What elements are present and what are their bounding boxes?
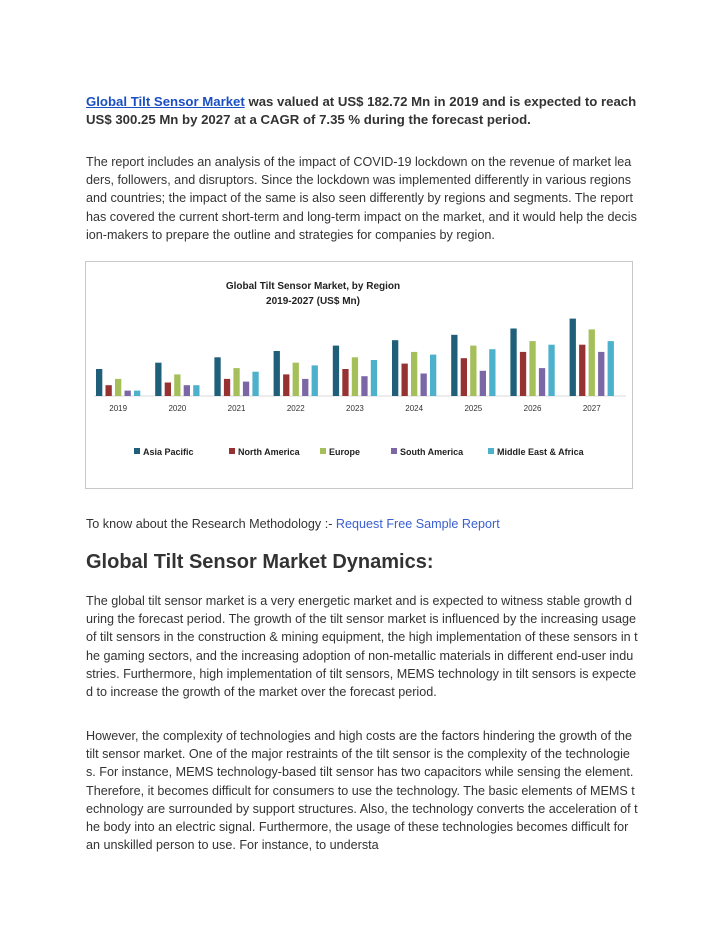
bar-2023-south-america (361, 376, 367, 396)
bar-2022-europe (293, 363, 299, 396)
x-tick-label: 2025 (464, 404, 483, 413)
bar-2020-north-america (165, 383, 171, 397)
bar-2026-south-america (539, 368, 545, 396)
x-tick-label: 2026 (523, 404, 542, 413)
bar-2022-middle-east-africa (312, 365, 318, 396)
bar-2019-north-america (106, 385, 112, 396)
x-tick-label: 2023 (346, 404, 364, 413)
bar-2019-middle-east-africa (134, 391, 140, 396)
bar-2024-north-america (402, 364, 408, 396)
bars-group (96, 319, 614, 396)
bar-2024-south-america (421, 374, 427, 397)
bar-2021-middle-east-africa (252, 372, 258, 396)
bar-2025-north-america (461, 358, 467, 396)
bar-2025-europe (470, 346, 476, 396)
x-tick-label: 2027 (582, 404, 601, 413)
bar-2026-north-america (520, 352, 526, 396)
bar-2021-europe (233, 368, 239, 396)
legend-swatch (134, 448, 140, 454)
bar-2026-europe (529, 341, 535, 396)
legend-label: Europe (329, 447, 361, 457)
tick-labels-group (109, 404, 601, 413)
legend-label: South America (400, 447, 464, 457)
bar-2020-europe (174, 374, 180, 396)
bar-2025-middle-east-africa (489, 349, 495, 396)
bar-2022-asia-pacific (274, 351, 280, 396)
bar-2021-asia-pacific (214, 357, 220, 396)
section-heading: Global Tilt Sensor Market Dynamics: (86, 551, 434, 573)
legend-swatch (320, 448, 326, 454)
intro-paragraph: The report includes an analysis of the impact of COVID-19 lockdown on the revenue of market leaders, followers, and disruptors. Since the lockdown was implemented differently in various regions and countries; the impact of the same is also seen differently by regions and segments. The report has covered the current short-term and long-term impact on the market, and it would help the decision-makers to prepare the outline and strategies for companies by region. (86, 155, 637, 242)
bar-2021-south-america (243, 382, 249, 396)
bar-2024-asia-pacific (392, 340, 398, 396)
legend-swatch (488, 448, 494, 454)
legend-label: Middle East & Africa (497, 447, 584, 457)
restraints-paragraph: However, the complexity of technologies and high costs are the factors hindering the growth of the tilt sensor market. One of the major restraints of the tilt sensor is the complexity of the technologies. For instance, MEMS technology-based tilt sensor has two capacitors while sensing the element. Therefore, it becomes difficult for consumers to use the technology. The basic elements of MEMS technology are surrounded by support structures. Also, the technology converts the acceleration of the body into an electric signal. Furthermore, the usage of these technologies becomes difficult for an unskilled person to use. For instance, to understa (86, 729, 638, 853)
bar-2023-north-america (342, 369, 348, 396)
sample-report-link[interactable]: Request Free Sample Report (335, 517, 500, 531)
bar-2027-middle-east-africa (608, 341, 614, 396)
bar-2027-south-america (598, 352, 604, 396)
x-tick-label: 2022 (286, 404, 305, 413)
bar-2019-south-america (125, 391, 131, 396)
bar-2022-south-america (302, 379, 308, 396)
bar-2024-middle-east-africa (430, 355, 436, 396)
chart-title: Global Tilt Sensor Market, by Region (225, 281, 401, 292)
market-link[interactable]: Global Tilt Sensor Market (86, 94, 245, 109)
bar-2023-asia-pacific (333, 346, 339, 396)
legend-label: Asia Pacific (143, 447, 194, 457)
bar-2027-asia-pacific (570, 319, 576, 396)
bar-2025-asia-pacific (451, 335, 457, 396)
bar-2020-south-america (184, 385, 190, 396)
chart-svg (86, 262, 632, 488)
bar-2023-europe (352, 357, 358, 396)
headline-text: was valued at US$ 182.72 Mn in 2019 and is expected to reach US$ 300.25 Mn by 2027 at a CAGR of 7.35 % during the forecast period. (86, 94, 637, 127)
bar-2020-asia-pacific (155, 363, 161, 396)
x-tick-label: 2020 (168, 404, 187, 413)
chart-subtitle: 2019-2027 (US$ Mn) (266, 296, 360, 307)
bar-2027-europe (589, 329, 595, 396)
bar-2025-south-america (480, 371, 486, 396)
x-tick-label: 2021 (227, 404, 246, 413)
bar-2021-north-america (224, 379, 230, 396)
legend-swatch (229, 448, 235, 454)
dynamics-paragraph: The global tilt sensor market is a very energetic market and is expected to witness stable growth during the forecast period. The growth of the tilt sensor market is influenced by the increasing usage of tilt sensors in the construction & mining equipment, the high implementation of these sensors in the gaming sectors, and the increasing adoption of non-metallic materials in different end-user industries. Furthermore, high implementation of tilt sensors, MEMS technology in tilt sensors is expected to increase the growth of the market over the forecast period. (86, 594, 638, 700)
bar-2023-middle-east-africa (371, 360, 377, 396)
bar-2027-north-america (579, 345, 585, 396)
legend-label: North America (238, 447, 300, 457)
x-tick-label: 2024 (405, 404, 424, 413)
bar-2024-europe (411, 352, 417, 396)
methodology-prefix: To know about the Research Methodology :- (86, 517, 336, 531)
legend-swatch (391, 448, 397, 454)
bar-2019-europe (115, 379, 121, 396)
bar-2020-middle-east-africa (193, 385, 199, 396)
bar-2026-middle-east-africa (548, 345, 554, 396)
legend (134, 447, 585, 457)
x-tick-label: 2019 (109, 404, 128, 413)
bar-2022-north-america (283, 374, 289, 396)
region-chart (85, 261, 633, 489)
headline (86, 93, 646, 129)
methodology-line (86, 517, 500, 531)
bar-2026-asia-pacific (510, 329, 516, 397)
bar-2019-asia-pacific (96, 369, 102, 396)
